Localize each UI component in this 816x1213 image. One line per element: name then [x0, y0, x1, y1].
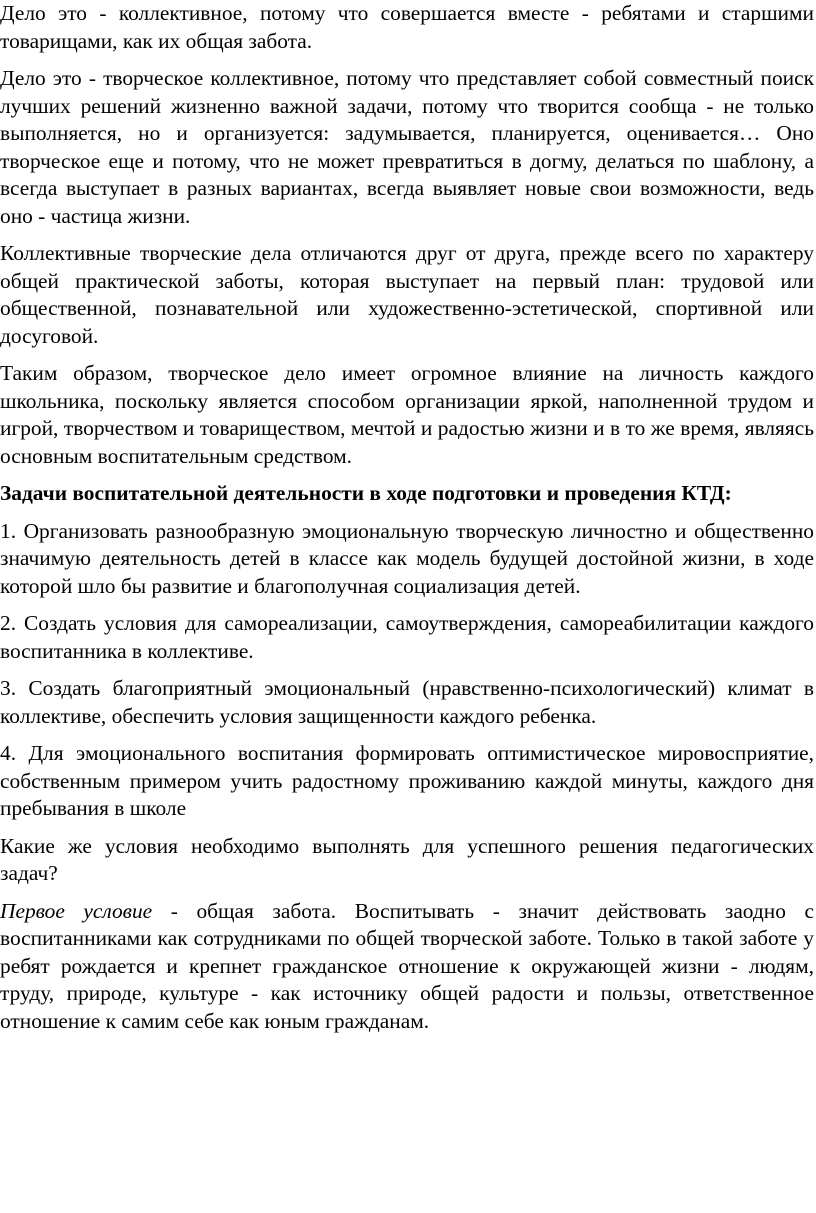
task-item-4: 4. Для эмоционального воспитания формировать оптимистическое мировосприятие, собственным примером учить радостному проживанию каждой минуты, каждого дня пребывания в школе [0, 741, 814, 820]
paragraph-collective: Дело это - коллективное, потому что совершается вместе - ребятами и старшими товарищами, как их общая забота. [0, 1, 814, 53]
question-paragraph: Какие же условия необходимо выполнять для успешного решения педагогических задач? [0, 833, 814, 885]
paragraph-creative: Дело это - творческое коллективное, потому что представляет собой совместный поиск лучших решений жизненно важной задачи, потому что творится сообща - не только выполняется, но и организуется: задумывается, планируется, оценивается… Оно творческое еще и потому, что не может превратиться в догму, делаться по шаблону, а всегда выступает в разных вариантах, всегда выявляет новые свои возможности, ведь оно - частица жизни. [0, 66, 814, 228]
section-heading: Задачи воспитательной деятельности в ходе подготовки и проведения КТД: [0, 481, 732, 505]
first-condition-label: Первое условие [0, 898, 153, 923]
task-item-1: 1. Организовать разнообразную эмоциональную творческую личностно и общественно значимую деятельность детей в классе как модель будущей достойной жизни, в ходе которой шло бы развитие и благополучная социализация детей. [0, 518, 814, 598]
paragraph-conclusion: Таким образом, творческое дело имеет огромное влияние на личность каждого школьника, поскольку является способом организации яркой, наполненной трудом и игрой, творчеством и товариществом, мечтой и радостью жизни и в то же время, являясь основным воспитательным средством. [0, 361, 814, 468]
task-item-2: 2. Создать условия для самореализации, самоутверждения, самореабилитации каждого воспитанника в коллективе. [0, 611, 814, 663]
first-condition-paragraph [0, 898, 814, 1036]
task-item-3: 3. Создать благоприятный эмоциональный (нравственно-психологический) климат в коллективе, обеспечить условия защищенности каждого ребенка. [0, 676, 814, 728]
paragraph-differences: Коллективные творческие дела отличаются друг от друга, прежде всего по характеру общей практической заботы, которая выступает на первый план: трудовой или общественной, познавательной или художественно-эстетической, спортивной или досуговой. [0, 241, 814, 348]
first-condition-text: - общая забота. Воспитывать - значит действовать заодно с воспитанниками как сотрудниками по общей творческой заботе. Только в такой заботе у ребят рождается и крепнет гражданское отношение к окружающей жизни - людям, труду, природе, культуре - как источнику общей радости и пользы, ответственное отношение к самим себе как юным гражданам. [0, 898, 814, 1033]
